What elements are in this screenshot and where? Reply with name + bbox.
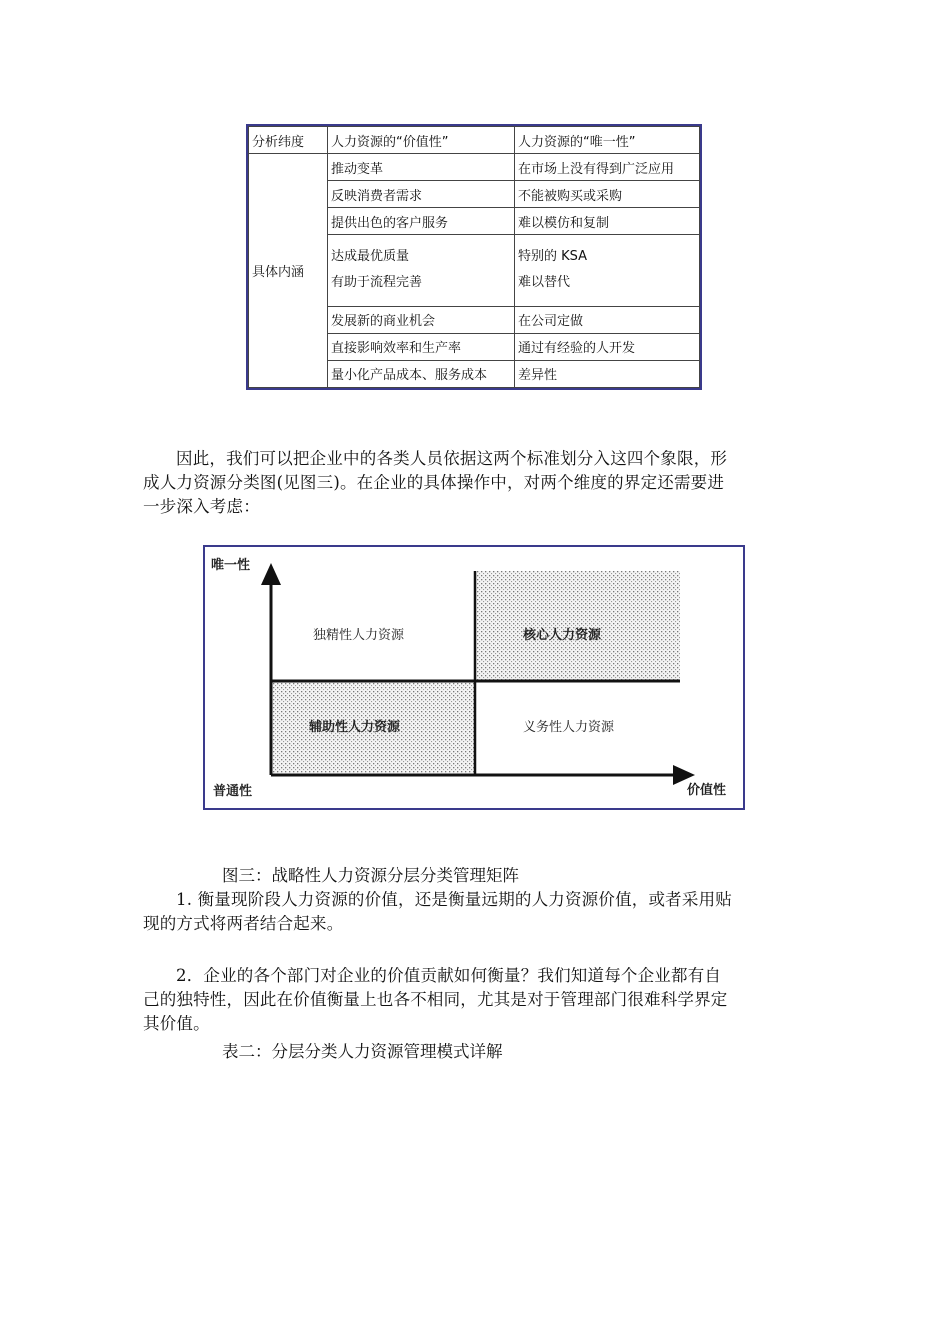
- table-header-cell: 人力资源的“唯一性”: [515, 127, 700, 154]
- table-cell: [515, 235, 700, 307]
- paragraph-line: 己的独特性，因此在价值衡量上也各不相同，尤其是对于管理部门很难科学界定: [143, 990, 728, 1009]
- table-cell: 发展新的商业机会: [328, 306, 515, 333]
- paragraph-line: 1. 衡量现阶段人力资源的价值，还是衡量远期的人力资源价值，或者采用贴: [176, 890, 732, 909]
- x-axis-label: 价值性: [687, 783, 727, 798]
- point-2-paragraph: [143, 964, 808, 1036]
- quadrant-top-right-label: 核心人力资源: [523, 628, 602, 643]
- row-group-label: 具体内涵: [249, 154, 328, 388]
- table-cell: 推动变革: [328, 154, 515, 181]
- table-cell: 在市场上没有得到广泛应用: [515, 154, 700, 181]
- table-cell-line: 特别的 KSA: [518, 249, 588, 265]
- core-quadrant-shading: [475, 571, 680, 681]
- paragraph-line: 成人力资源分类图(见图三)。在企业的具体操作中，对两个维度的界定还需要进: [143, 473, 725, 492]
- hr-dimension-table: [248, 126, 700, 388]
- hr-dimension-table-figure: [246, 124, 702, 390]
- table-cell: 差异性: [515, 360, 700, 387]
- x-axis-arrow-icon: [673, 765, 695, 785]
- figure-caption: 图三：战略性人力资源分层分类管理矩阵: [222, 866, 519, 885]
- table-cell: 通过有经验的人开发: [515, 333, 700, 360]
- table-cell: 量小化产品成本、服务成本: [328, 360, 515, 387]
- paragraph-line: 因此，我们可以把企业中的各类人员依据这两个标准划分入这四个象限，形: [176, 449, 728, 468]
- table-header-row: [249, 127, 700, 154]
- table-cell: 不能被购买或采购: [515, 181, 700, 208]
- table-cell: 难以模仿和复制: [515, 208, 700, 235]
- quadrant-bottom-left-label: 辅助性人力资源: [309, 720, 401, 735]
- table-caption: 表二：分层分类人力资源管理模式详解: [222, 1042, 503, 1061]
- quadrant-bottom-right-label: 义务性人力资源: [523, 720, 615, 735]
- table-cell: [328, 235, 515, 307]
- hr-classification-matrix: [203, 545, 745, 810]
- table-header-cell: 人力资源的“价值性”: [328, 127, 515, 154]
- y-axis-label: 唯一性: [211, 558, 251, 573]
- table-cell: 在公司定做: [515, 306, 700, 333]
- paragraph-line: 现的方式将两者结合起来。: [143, 914, 344, 933]
- origin-label: 普通性: [213, 784, 253, 799]
- table-header-cell: 分析纬度: [249, 127, 328, 154]
- quadrant-top-left-label: 独精性人力资源: [313, 628, 405, 643]
- matrix-svg: [205, 547, 743, 808]
- paragraph-line: 其价值。: [143, 1014, 210, 1033]
- table-cell-line: 达成最优质量: [331, 249, 410, 265]
- table-cell-line: 有助于流程完善: [331, 275, 423, 291]
- paragraph-line: 2．企业的各个部门对企业的价值贡献如何衡量？我们知道每个企业都有自: [176, 966, 722, 985]
- table-cell: 直接影响效率和生产率: [328, 333, 515, 360]
- table-cell-line: 难以替代: [518, 275, 571, 291]
- point-1-paragraph: [143, 888, 808, 936]
- table-cell: 反映消费者需求: [328, 181, 515, 208]
- table-row: [249, 154, 700, 181]
- intro-paragraph: [143, 447, 808, 519]
- table-cell: 提供出色的客户服务: [328, 208, 515, 235]
- y-axis-arrow-icon: [261, 563, 281, 585]
- paragraph-line: 一步深入考虑：: [143, 497, 260, 516]
